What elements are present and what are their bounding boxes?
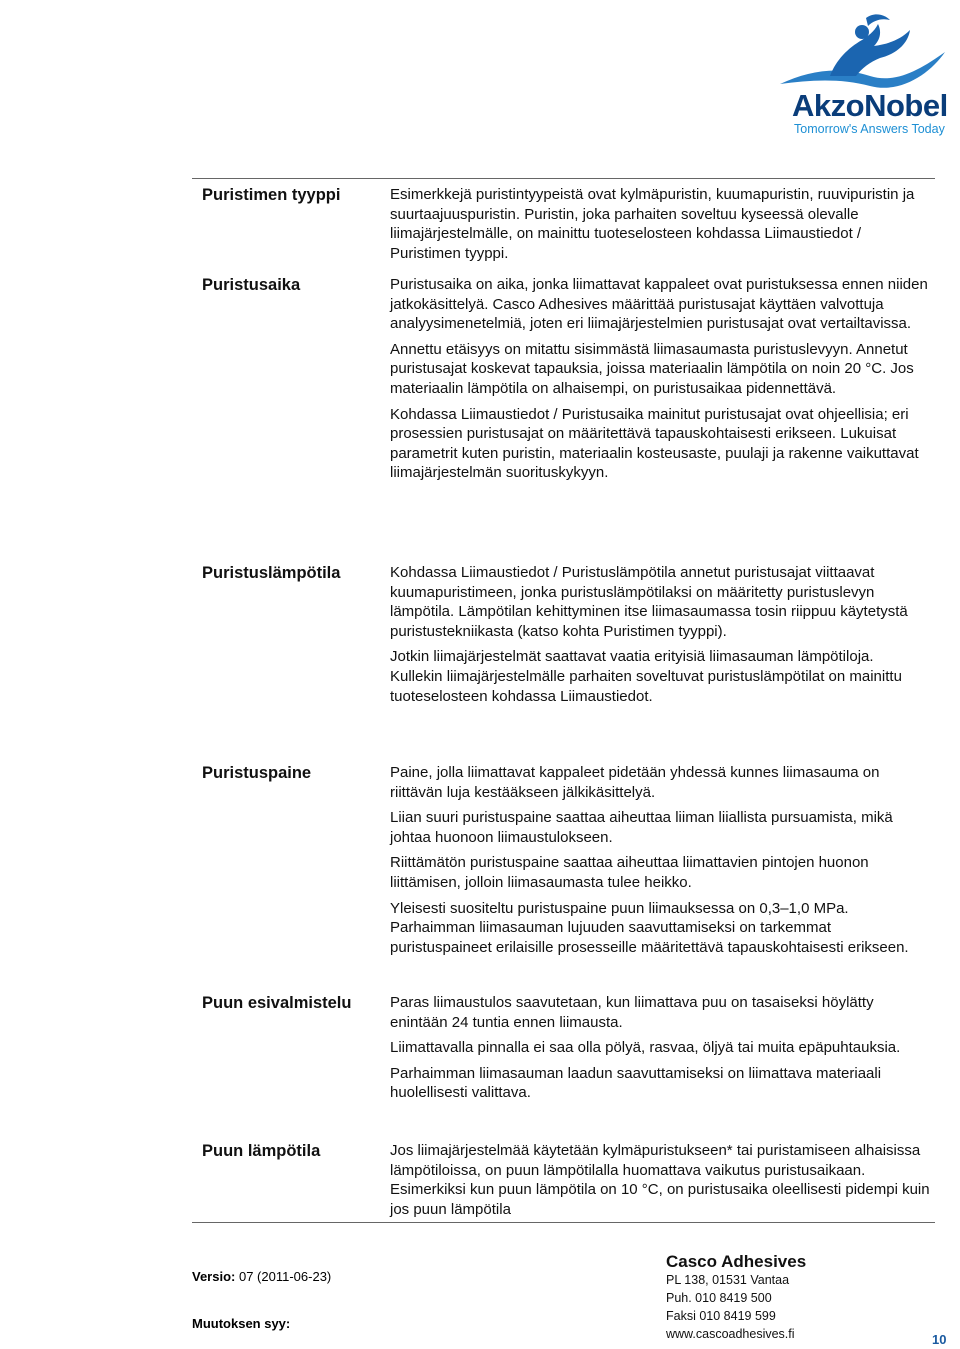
paragraph: Annettu etäisyys on mitattu sisimmästä liimasaumasta puristuslevyyn. Annetut puristusajat koskevat tapauksia, joissa materiaalin lämpötila on noin 20 °C. Jos materiaalin lämpötila on alhaisempi, on puristusaikaa pidennettävä. (390, 340, 914, 397)
akzonobel-tagline: Tomorrow's Answers Today (794, 122, 945, 136)
row-label: Puristuspaine (202, 764, 312, 782)
akzonobel-logo (770, 10, 955, 140)
properties-table (192, 178, 935, 1223)
paragraph: Puristusaika on aika, jonka liimattavat kappaleet ovat puristuksessa ennen niiden jatkokäsittelyä. Casco Adhesives määrittää puristusajat käyttäen valvottuja analyysimenetelmiä, joten eri liimajärjestelmien puristusajat ovat vertailtavissa. (390, 276, 928, 333)
row-label: Puristimen tyyppi (202, 186, 341, 204)
paragraph: Jos liimajärjestelmää käytetään kylmäpuristukseen* tai puristamiseen alhaisissa lämpötiloissa, on puun lämpötilalla huomattava vaikutus puristusaikaan. Esimerkiksi kun puun lämpötila on 10 °C, on puristusaika oleellisesti pidempi kuin jos puun lämpötila (390, 1142, 930, 1218)
version-value: 07 (2011-06-23) (238, 1269, 332, 1284)
paragraph: Esimerkkejä puristintyypeistä ovat kylmäpuristin, kuumapuristin, ruuvipuristin ja suurtaajuuspuristin. Puristin, joka parhaiten soveltuu kyseessä olevalle liimajärjestelmälle, on mainittu tuoteselosteen kohdassa Liimaustiedot / Puristimen tyyppi. (390, 186, 915, 262)
row-content (390, 275, 930, 489)
paragraph: Riittämätön puristuspaine saattaa aiheuttaa liimattavien pintojen huonon liittämisen, jolloin liimasaumasta tulee heikko. (390, 854, 869, 891)
company-website[interactable]: www.cascoadhesives.fi (666, 1327, 795, 1341)
company-address: PL 138, 01531 Vantaa (666, 1273, 790, 1287)
paragraph: Yleisesti suositeltu puristuspaine puun liimauksessa on 0,3–1,0 MPa. Parhaimman liimasauman lujuuden saavuttamiseksi on tarkemmat puristuspaineet erilaisille prosesseille määritettävä tapauskohtaisesti erikseen. (390, 899, 909, 956)
company-name: Casco Adhesives (666, 1252, 807, 1271)
row-content (390, 763, 930, 963)
paragraph: Liian suuri puristuspaine saattaa aiheuttaa liiman liiallista pursuamista, mikä johtaa huonoon liimaustulokseen. (390, 809, 893, 846)
paragraph: Kohdassa Liimaustiedot / Puristusaika mainitut puristusajat ovat ohjeellisia; eri prosessien puristusajat on määritettävä tapauskohtaisesti erikseen. Lukuisat parametrit kuten puristin, materiaalin kosteusaste, puulaji ja rakenne vaikuttavat liimajärjestelmän suorituskykyyn. (390, 405, 919, 482)
row-label: Puun lämpötila (202, 1142, 321, 1160)
row-content (390, 993, 930, 1109)
paragraph: Kohdassa Liimaustiedot / Puristuslämpötila annetut puristusajat viittaavat kuumapuristimeen, jonka puristuslämpötilaksi on määritetty puristuslevyn lämpötila. Lämpötilan kehittyminen itse liimasaumassa tosin riippuu käytetystä puristustekniikasta (katso kohta Puristimen tyyppi). (390, 564, 908, 640)
change-reason-label: Muutoksen syy: (192, 1316, 291, 1331)
row-label: Puristusaika (202, 276, 301, 294)
paragraph: Jotkin liimajärjestelmät saattavat vaatia erityisiä liimasauman lämpötiloja. Kullekin liimajärjestelmälle parhaiten soveltuvat puristuslämpötilat on mainittu tuoteselosteen kohdassa Liimaustiedot. (390, 648, 902, 705)
akzonobel-figure-icon (770, 10, 955, 90)
akzonobel-wordmark: AkzoNobel (792, 88, 948, 123)
paragraph: Liimattavalla pinnalla ei saa olla pölyä, rasvaa, öljyä tai muita epäpuhtauksia. (390, 1039, 901, 1057)
version-label: Versio: (192, 1269, 236, 1284)
page-number: 10 (932, 1332, 947, 1347)
row-label: Puristuslämpötila (202, 564, 341, 582)
company-fax: Faksi 010 8419 599 (666, 1309, 776, 1323)
paragraph: Paine, jolla liimattavat kappaleet pidetään yhdessä kunnes liimasauma on riittävän luja kestääkseen jälkikäsittelyä. (390, 764, 880, 801)
company-phone: Puh. 010 8419 500 (666, 1291, 772, 1305)
row-label: Puun esivalmistelu (202, 994, 352, 1012)
row-content (390, 1141, 930, 1225)
row-content (390, 185, 930, 269)
paragraph: Paras liimaustulos saavutetaan, kun liimattava puu on tasaiseksi höylätty enintään 24 tuntia ennen liimausta. (390, 994, 874, 1031)
paragraph: Parhaimman liimasauman laadun saavuttamiseksi on liimattava materiaali huolellisesti valittava. (390, 1064, 882, 1102)
row-content (390, 563, 930, 712)
version-info (192, 1269, 331, 1284)
